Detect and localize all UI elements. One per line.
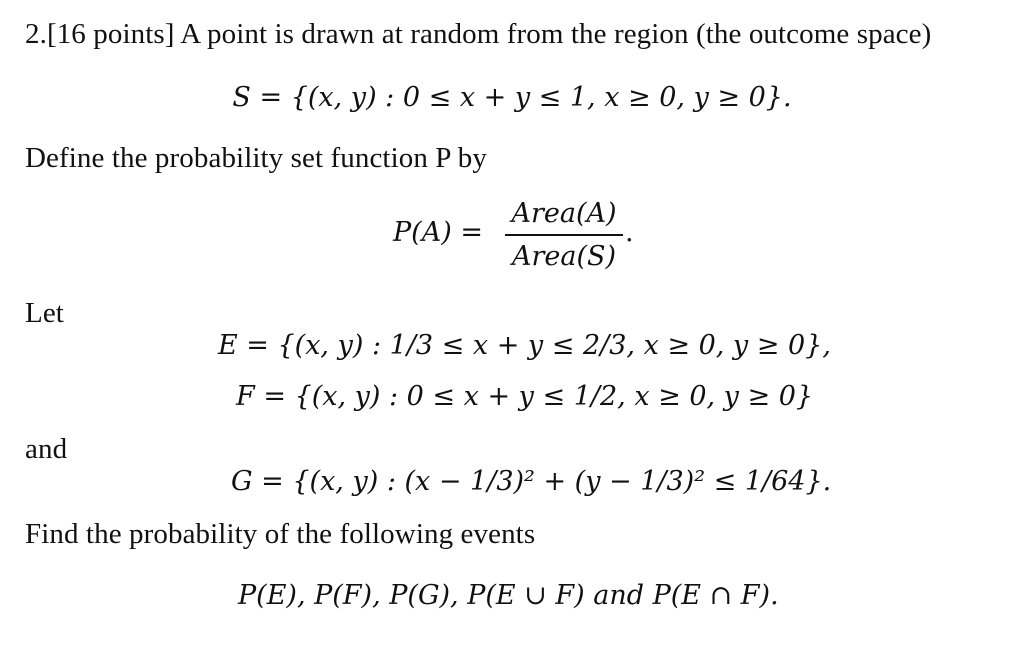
set-e-definition: E = {(x, y) : 1/3 ≤ x + y ≤ 2/3, x ≥ 0, y ≥ 0},: [218, 330, 831, 361]
find-instruction: Find the probability of the following events: [25, 518, 536, 550]
and-label: and: [25, 433, 68, 465]
definition-text: Define the probability set function P by: [25, 142, 487, 174]
set-f-definition: F = {(x, y) : 0 ≤ x + y ≤ 1/2, x ≥ 0, y ≥ 0}: [236, 381, 814, 412]
problem-header: 2.[16 points] A point is drawn at random from the region (the outcome space): [25, 18, 932, 50]
probability-function-formula: [393, 197, 653, 277]
fraction-denominator: Area(S): [511, 241, 617, 272]
let-label: Let: [25, 297, 64, 329]
fraction-numerator: Area(A): [511, 198, 617, 229]
sample-space-formula: S = {(x, y) : 0 ≤ x + y ≤ 1, x ≥ 0, y ≥ 0}.: [232, 82, 792, 113]
requested-events: P(E), P(F), P(G), P(E ∪ F) and P(E ∩ F).: [238, 580, 779, 611]
probability-fraction: [505, 197, 623, 274]
probability-left-side: P(A) =: [393, 217, 483, 248]
fraction-period: .: [625, 217, 634, 248]
fraction-bar: [505, 234, 623, 236]
set-g-definition: G = {(x, y) : (x − 1/3)² + (y − 1/3)² ≤ 1/64}.: [231, 466, 832, 497]
